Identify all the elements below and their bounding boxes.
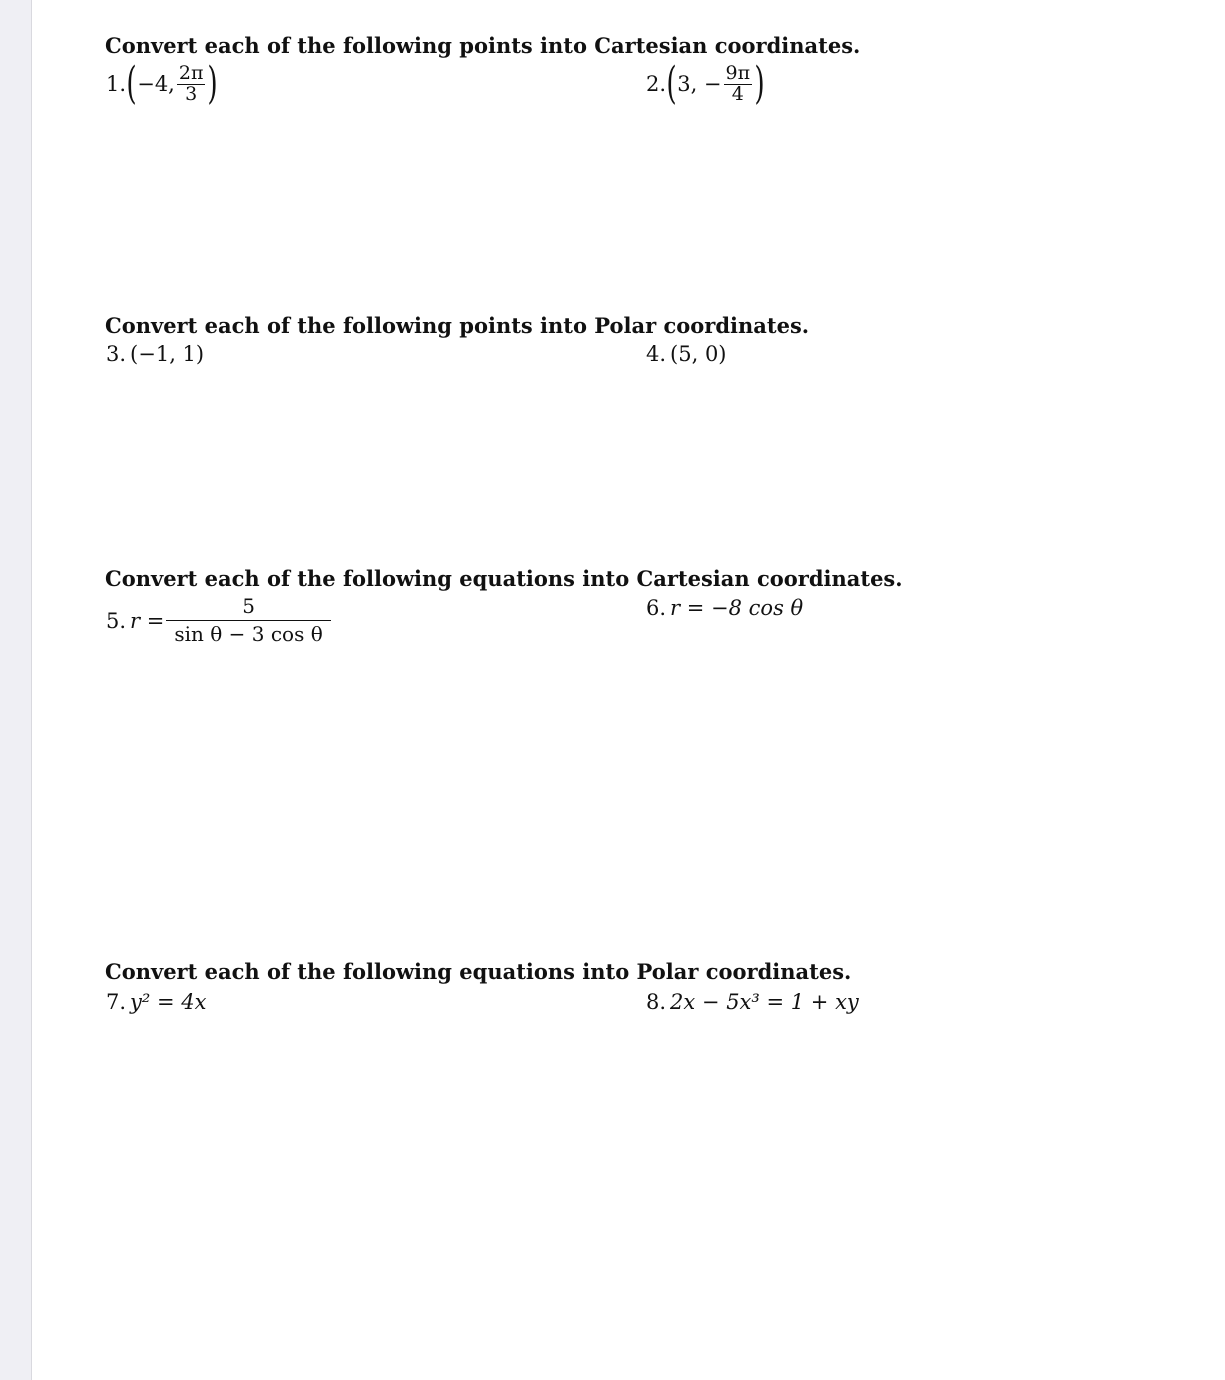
section-heading-polar-points: Convert each of the following points into Polar coordinates.	[105, 313, 810, 338]
problem-2	[646, 58, 765, 109]
viewer-left-margin	[0, 0, 32, 1380]
problem-number: 6.	[646, 596, 667, 620]
section-heading-cartesian-points: Convert each of the following points into Cartesian coordinates.	[105, 33, 861, 58]
problem-number: 3.	[106, 342, 127, 366]
right-paren: )	[754, 58, 765, 109]
polar-equation: r = −8 cos θ	[670, 596, 804, 620]
section-heading-polar-equations: Convert each of the following equations into Polar coordinates.	[105, 959, 852, 984]
document-page	[32, 0, 1225, 1380]
left-paren: (	[126, 58, 137, 109]
fraction-denominator: 4	[731, 82, 744, 105]
cartesian-equation: y² = 4x	[130, 990, 207, 1014]
fraction-numerator: 5	[166, 595, 330, 621]
angle-fraction	[724, 61, 753, 105]
problem-number: 8.	[646, 990, 667, 1014]
polar-r-value: −4,	[137, 72, 175, 96]
fraction-denominator: sin θ − 3 cos θ	[174, 622, 323, 646]
polar-r-value: 3, −	[677, 72, 722, 96]
equation-lhs: r =	[130, 608, 165, 633]
problem-number: 2.	[646, 72, 667, 96]
problem-3	[106, 342, 204, 366]
problem-1	[106, 58, 219, 109]
problem-number: 1.	[106, 72, 127, 96]
problem-4	[646, 342, 727, 366]
cartesian-point: (5, 0)	[670, 342, 727, 366]
problem-number: 5.	[106, 608, 127, 633]
fraction-numerator: 9π	[725, 61, 751, 84]
problem-7	[106, 990, 206, 1014]
section-heading-cartesian-equations: Convert each of the following equations into Cartesian coordinates.	[105, 566, 903, 591]
fraction-numerator: 2π	[178, 61, 204, 84]
problem-8	[646, 990, 859, 1014]
angle-fraction	[177, 61, 206, 105]
left-paren: (	[666, 58, 677, 109]
problem-number: 7.	[106, 990, 127, 1014]
problem-number: 4.	[646, 342, 667, 366]
problem-6	[646, 596, 803, 620]
equation-fraction	[170, 595, 326, 646]
problem-5	[106, 595, 327, 646]
cartesian-point: (−1, 1)	[130, 342, 205, 366]
cartesian-equation: 2x − 5x³ = 1 + xy	[670, 990, 859, 1014]
fraction-denominator: 3	[185, 82, 198, 105]
right-paren: )	[207, 58, 219, 109]
